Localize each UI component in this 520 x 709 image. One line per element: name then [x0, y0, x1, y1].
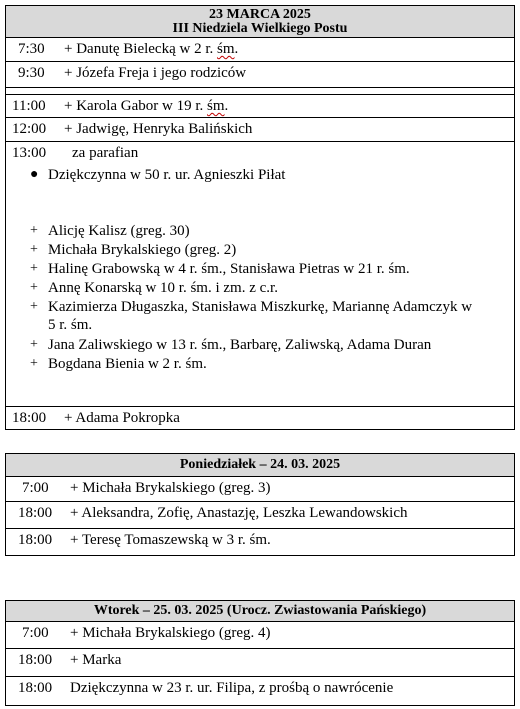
- mass-time: 18:00: [18, 652, 53, 668]
- deceased-text: Kazimierza Długaszka, Stanisława Miszkurkę, Mariannę Adamczyk w: [48, 299, 473, 315]
- mass-intention: + Marka: [70, 652, 122, 668]
- mass-row: [6, 95, 514, 118]
- mass-intention: + Michała Brykalskiego (greg. 3): [70, 480, 271, 496]
- mass-intention: Dziękczynna w 23 r. ur. Filipa, z prośbą o nawrócenie: [70, 680, 394, 696]
- plus-icon: +: [30, 261, 38, 276]
- deceased-text: Jana Zaliwskiego w 13 r. śm., Barbarę, Zaliwską, Adama Duran: [48, 337, 432, 353]
- mass-time: 7:30: [18, 41, 45, 57]
- mass-time: 18:00: [18, 680, 53, 696]
- mass-time: 7:00: [22, 625, 49, 641]
- deceased-text: Michała Brykalskiego (greg. 2): [48, 242, 237, 258]
- mass-time: 12:00: [12, 121, 47, 137]
- mass-row: [6, 118, 514, 142]
- mass-time: 18:00: [12, 410, 47, 426]
- plus-icon: +: [30, 337, 38, 352]
- mass-row: [6, 502, 514, 529]
- deceased-text: Annę Konarską w 10 r. śm. i zm. z c.r.: [48, 280, 278, 296]
- parish-mass-block: [6, 142, 514, 407]
- mass-row: [6, 677, 514, 705]
- mass-time: 18:00: [18, 532, 53, 548]
- mass-row: [6, 477, 514, 502]
- sunday-date: 23 MARCA 2025: [209, 7, 311, 22]
- deceased-text: Alicję Kalisz (greg. 30): [48, 223, 190, 239]
- mass-intention: + Jadwigę, Henryka Balińskich: [64, 121, 253, 137]
- monday-table: [5, 453, 515, 556]
- mass-intention: + Adama Pokropka: [64, 410, 180, 426]
- plus-icon: +: [30, 280, 38, 295]
- mass-row: [6, 649, 514, 677]
- mass-intention: + Karola Gabor w 19 r. śm.: [64, 98, 229, 114]
- mass-intention: + Danutę Bielecką w 2 r. śm.: [64, 41, 239, 57]
- row-gap: [6, 88, 514, 95]
- tuesday-header: Wtorek – 25. 03. 2025 (Urocz. Zwiastowania Pańskiego): [6, 601, 514, 622]
- mass-row: [6, 38, 514, 62]
- mass-row: [6, 407, 514, 431]
- plus-icon: +: [30, 223, 38, 238]
- mass-time: 11:00: [12, 98, 46, 114]
- mass-row: [6, 62, 514, 88]
- mass-intention: + Józefa Freja i jego rodziców: [64, 65, 247, 81]
- deceased-text: Bogdana Bienia w 2 r. śm.: [48, 356, 207, 372]
- bullet-text: Dziękczynna w 50 r. ur. Agnieszki Piłat: [48, 167, 286, 183]
- sunday-title: III Niedziela Wielkiego Postu: [172, 21, 348, 36]
- mass-intention: + Teresę Tomaszewską w 3 r. śm.: [70, 532, 271, 548]
- mass-row: [6, 622, 514, 649]
- mass-intention: + Michała Brykalskiego (greg. 4): [70, 625, 271, 641]
- sunday-header: [6, 6, 514, 38]
- plus-icon: +: [30, 356, 38, 371]
- mass-time: 18:00: [18, 505, 53, 521]
- deceased-text: 5 r. śm.: [48, 317, 93, 333]
- sunday-table: [5, 5, 515, 430]
- deceased-text: Halinę Grabowską w 4 r. śm., Stanisława Pietras w 21 r. śm.: [48, 261, 410, 277]
- mass-intention: + Aleksandra, Zofię, Anastazję, Leszka Lewandowskich: [70, 505, 408, 521]
- plus-icon: +: [30, 299, 38, 314]
- bullet-dot-icon: ●: [30, 167, 39, 182]
- plus-icon: +: [30, 242, 38, 257]
- mass-time: 7:00: [22, 480, 49, 496]
- mass-row: [6, 529, 514, 555]
- monday-header: Poniedziałek – 24. 03. 2025: [6, 454, 514, 477]
- tuesday-table: [5, 600, 515, 706]
- mass-time: 9:30: [18, 65, 45, 81]
- mass-time: 13:00: [12, 145, 47, 161]
- parish-label: za parafian: [72, 145, 139, 161]
